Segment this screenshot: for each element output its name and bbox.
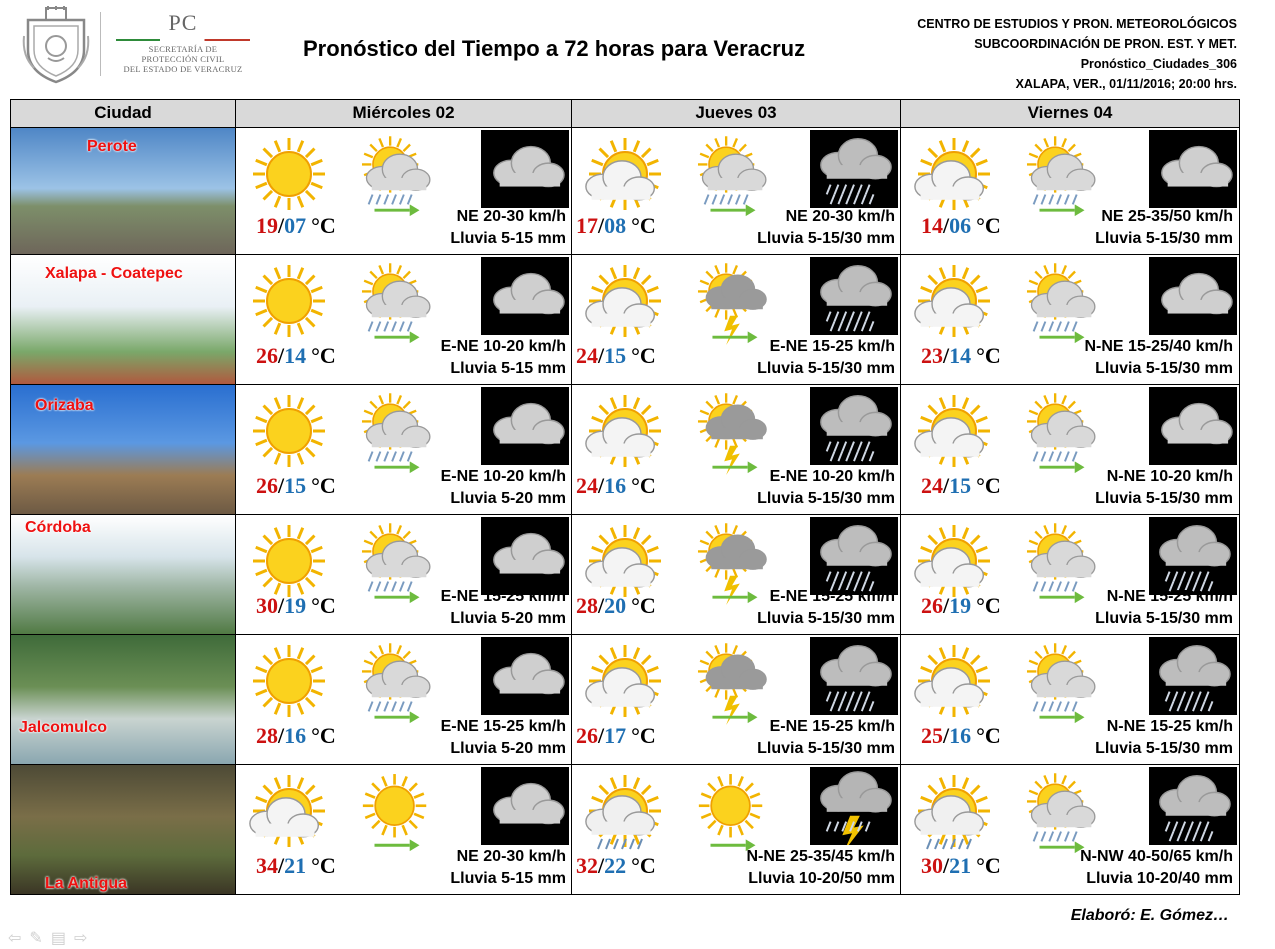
wind-forecast: E-NE 15-25 km/h (769, 718, 895, 735)
sun-storm-wind-icon (690, 637, 776, 727)
forecast-cell-miercoles (235, 765, 572, 895)
slide-nav-controls (8, 928, 87, 948)
temp-max: 26 (256, 343, 278, 368)
forecast-cell-jueves (571, 255, 901, 385)
temp-separator: / (278, 853, 285, 878)
forecast-table (10, 99, 1240, 895)
sun-rain-wind-icon (354, 130, 440, 220)
temp-separator: / (598, 213, 605, 238)
prev-arrow-icon[interactable]: ⇦ (8, 930, 22, 947)
sun-cloud-icon (909, 387, 1001, 477)
sun-storm-wind-icon (690, 517, 776, 607)
sun-icon (244, 637, 336, 727)
temp-max: 26 (921, 593, 943, 618)
temp-min: 21 (284, 853, 307, 878)
night-cloud-icon (481, 130, 569, 208)
night-panel (810, 637, 898, 715)
temp-separator: / (943, 853, 950, 878)
sun-rain-wind-icon (354, 387, 440, 477)
city-photo (11, 635, 236, 764)
night-rain-icon (1149, 517, 1237, 595)
rain-forecast: Lluvia 5-15/30 mm (1095, 360, 1233, 377)
temp-unit: °C (311, 213, 336, 238)
night-cloud-icon (1149, 130, 1237, 208)
temp-max: 24 (921, 473, 943, 498)
temp-unit: °C (631, 723, 656, 748)
temp-min: 19 (284, 593, 307, 618)
proteccion-civil-logo (108, 10, 258, 80)
temp-unit: °C (976, 343, 1001, 368)
sun-cloud-icon (580, 387, 672, 477)
wind-forecast: NE 20-30 km/h (785, 208, 895, 225)
temp-separator: / (598, 343, 605, 368)
city-name: Jalcomulco (19, 719, 108, 736)
temp-unit: °C (976, 723, 1001, 748)
table-row (10, 128, 1240, 255)
forecast-cell-jueves (571, 385, 901, 515)
logo-line-1: SECRETARÍA DE (148, 44, 218, 54)
next-arrow-icon[interactable]: ⇨ (73, 930, 88, 947)
wind-forecast: N-NE 10-20 km/h (1106, 468, 1233, 485)
temp-separator: / (943, 593, 950, 618)
forecast-cell-miercoles (235, 128, 572, 255)
temp-min: 16 (284, 723, 307, 748)
table-row (10, 255, 1240, 385)
temp-separator: / (278, 343, 285, 368)
sun-icon (244, 257, 336, 347)
night-panel (1149, 517, 1237, 595)
temperature (921, 473, 1001, 499)
temperature (921, 213, 1001, 239)
temp-unit: °C (631, 343, 656, 368)
rain-forecast: Lluvia 5-20 mm (450, 740, 566, 757)
temperature (256, 853, 336, 879)
temperature (256, 473, 336, 499)
temp-min: 20 (604, 593, 627, 618)
temperature (576, 593, 656, 619)
logo-tricolor-bar (116, 39, 250, 41)
temp-max: 28 (576, 593, 598, 618)
night-rain-icon (810, 257, 898, 335)
city-name: Xalapa - Coatepec (45, 265, 183, 282)
sun-cloud-icon (909, 130, 1001, 220)
night-cloud-icon (481, 637, 569, 715)
forecast-cell-miercoles (235, 385, 572, 515)
wind-forecast: N-NE 25-35/45 km/h (746, 848, 895, 865)
temp-unit: °C (976, 473, 1001, 498)
rain-forecast: Lluvia 5-20 mm (450, 490, 566, 507)
city-photo-cell (10, 385, 236, 515)
night-cloud-icon (1149, 257, 1237, 335)
sun-rain-wind-icon (1019, 637, 1105, 727)
sun-rain-wind-icon (354, 637, 440, 727)
temp-separator: / (278, 593, 285, 618)
temperature (256, 343, 336, 369)
logo-line-2: PROTECCIÓN CIVIL (141, 54, 225, 64)
city-name: Córdoba (25, 519, 91, 536)
temperature (576, 853, 656, 879)
pen-icon[interactable]: ✎ (29, 930, 43, 947)
rain-forecast: Lluvia 5-15/30 mm (757, 610, 895, 627)
city-photo-cell (10, 128, 236, 255)
issuing-center-info (917, 14, 1237, 94)
wind-forecast: NE 20-30 km/h (456, 208, 566, 225)
temp-min: 22 (604, 853, 627, 878)
sun-cloud-rain-icon (580, 767, 672, 857)
temp-separator: / (598, 723, 605, 748)
temp-unit: °C (976, 593, 1001, 618)
rain-forecast: Lluvia 5-15 mm (450, 870, 566, 887)
forecast-cell-miercoles (235, 515, 572, 635)
temp-min: 17 (604, 723, 627, 748)
veracruz-seal-logo (20, 6, 92, 84)
night-rain-icon (810, 130, 898, 208)
night-panel (481, 517, 569, 595)
forecast-cell-jueves (571, 128, 901, 255)
night-panel (1149, 637, 1237, 715)
issue-date: XALAPA, VER., 01/11/2016; 20:00 hrs. (1015, 77, 1237, 91)
temp-separator: / (943, 213, 950, 238)
night-panel (1149, 130, 1237, 208)
temp-unit: °C (631, 853, 656, 878)
temp-min: 15 (604, 343, 627, 368)
wind-forecast: N-NW 40-50/65 km/h (1080, 848, 1233, 865)
header-day-1: Miércoles 02 (235, 99, 572, 128)
logo-divider (100, 12, 101, 76)
forecast-cell-viernes (900, 765, 1240, 895)
table-row (10, 515, 1240, 635)
page-title: Pronóstico del Tiempo a 72 horas para Veracruz (303, 36, 806, 61)
center-name: CENTRO DE ESTUDIOS Y PRON. METEOROLÓGICOS (917, 17, 1237, 31)
night-panel (810, 517, 898, 595)
night-panel (810, 387, 898, 465)
sun-storm-wind-icon (690, 257, 776, 347)
sun-icon (244, 130, 336, 220)
temp-separator: / (278, 723, 285, 748)
rain-forecast: Lluvia 10-20/40 mm (1086, 870, 1233, 887)
temp-separator: / (943, 473, 950, 498)
temperature (921, 343, 1001, 369)
city-photo-cell (10, 255, 236, 385)
temp-separator: / (943, 723, 950, 748)
wind-forecast: E-NE 15-25 km/h (769, 338, 895, 355)
temperature (921, 723, 1001, 749)
city-photo-cell (10, 635, 236, 765)
night-panel (481, 637, 569, 715)
night-rain-icon (1149, 767, 1237, 845)
sun-rain-wind-icon (1019, 517, 1105, 607)
rain-forecast: Lluvia 5-15/30 mm (757, 740, 895, 757)
header-ciudad: Ciudad (10, 99, 236, 128)
temperature (576, 343, 656, 369)
forecast-cell-viernes (900, 385, 1240, 515)
header-day-2: Jueves 03 (571, 99, 901, 128)
temp-max: 26 (256, 473, 278, 498)
forecast-cell-jueves (571, 635, 901, 765)
night-panel (481, 767, 569, 845)
city-photo-cell (10, 515, 236, 635)
sun-cloud-icon (580, 130, 672, 220)
sun-rain-wind-icon (1019, 130, 1105, 220)
sun-rain-wind-icon (1019, 257, 1105, 347)
city-photo-cell (10, 765, 236, 895)
table-row (10, 635, 1240, 765)
night-cloud-icon (481, 387, 569, 465)
forecast-cell-jueves (571, 515, 901, 635)
temp-unit: °C (631, 593, 656, 618)
temp-min: 16 (949, 723, 972, 748)
city-name: Orizaba (35, 397, 94, 414)
temp-min: 16 (604, 473, 627, 498)
sun-rain-wind-icon (354, 257, 440, 347)
sun-cloud-icon (909, 257, 1001, 347)
city-name: Perote (87, 138, 137, 155)
temp-min: 07 (284, 213, 307, 238)
temp-max: 32 (576, 853, 598, 878)
menu-icon[interactable]: ▤ (50, 930, 66, 947)
wind-forecast: NE 25-35/50 km/h (1101, 208, 1233, 225)
table-row (10, 385, 1240, 515)
temp-min: 14 (284, 343, 307, 368)
sun-rain-wind-icon (354, 517, 440, 607)
temp-min: 14 (949, 343, 972, 368)
forecast-cell-viernes (900, 515, 1240, 635)
forecast-id: Pronóstico_Ciudades_306 (1080, 57, 1237, 71)
temperature (921, 593, 1001, 619)
temperature (576, 213, 656, 239)
temp-max: 26 (576, 723, 598, 748)
author-credit: Elaboró: E. Gómez… (1070, 907, 1229, 924)
sun-cloud-icon (580, 637, 672, 727)
temp-max: 24 (576, 343, 598, 368)
night-panel (1149, 387, 1237, 465)
night-cloud-icon (1149, 387, 1237, 465)
night-rain-icon (810, 387, 898, 465)
forecast-cell-miercoles (235, 255, 572, 385)
header-day-3: Viernes 04 (900, 99, 1240, 128)
rain-forecast: Lluvia 5-15/30 mm (1095, 740, 1233, 757)
temp-unit: °C (311, 593, 336, 618)
temp-max: 23 (921, 343, 943, 368)
wind-forecast: N-NE 15-25 km/h (1106, 718, 1233, 735)
temp-min: 15 (949, 473, 972, 498)
forecast-cell-viernes (900, 635, 1240, 765)
night-panel (1149, 257, 1237, 335)
rain-forecast: Lluvia 5-15/30 mm (1095, 230, 1233, 247)
temp-separator: / (278, 213, 285, 238)
night-panel (810, 257, 898, 335)
night-panel (481, 387, 569, 465)
rain-forecast: Lluvia 5-15/30 mm (1095, 490, 1233, 507)
night-panel (481, 130, 569, 208)
temperature (921, 853, 1001, 879)
temp-max: 17 (576, 213, 598, 238)
temp-unit: °C (311, 473, 336, 498)
temperature (256, 723, 336, 749)
sun-cloud-rain-icon (909, 767, 1001, 857)
wind-forecast: E-NE 15-25 km/h (769, 588, 895, 605)
night-panel (810, 767, 898, 845)
wind-forecast: E-NE 15-25 km/h (440, 588, 566, 605)
temp-max: 14 (921, 213, 943, 238)
sun-rain-wind-icon (1019, 387, 1105, 477)
temperature (256, 213, 336, 239)
temp-min: 06 (949, 213, 972, 238)
sun-cloud-icon (909, 637, 1001, 727)
wind-forecast: N-NE 15-25/40 km/h (1084, 338, 1233, 355)
rain-forecast: Lluvia 5-15/30 mm (757, 360, 895, 377)
rain-forecast: Lluvia 5-15 mm (450, 230, 566, 247)
temp-separator: / (598, 473, 605, 498)
sun-wind-icon (354, 767, 440, 857)
temp-unit: °C (976, 853, 1001, 878)
sun-icon (244, 387, 336, 477)
night-panel (810, 130, 898, 208)
sun-rain-wind-icon (1019, 767, 1105, 857)
night-rain-icon (810, 637, 898, 715)
wind-forecast: E-NE 15-25 km/h (440, 718, 566, 735)
temp-max: 30 (256, 593, 278, 618)
wind-forecast: E-NE 10-20 km/h (769, 468, 895, 485)
rain-forecast: Lluvia 10-20/50 mm (748, 870, 895, 887)
temp-max: 30 (921, 853, 943, 878)
logo-pc-text: PC (168, 10, 198, 35)
temp-separator: / (598, 853, 605, 878)
night-cloud-icon (481, 517, 569, 595)
night-rain-icon (810, 517, 898, 595)
temp-unit: °C (631, 213, 656, 238)
temperature (576, 723, 656, 749)
sun-storm-wind-icon (690, 387, 776, 477)
wind-forecast: NE 20-30 km/h (456, 848, 566, 865)
city-name: La Antigua (45, 875, 128, 892)
temp-unit: °C (631, 473, 656, 498)
forecast-cell-viernes (900, 255, 1240, 385)
rain-forecast: Lluvia 5-20 mm (450, 610, 566, 627)
temperature (256, 593, 336, 619)
temp-min: 15 (284, 473, 307, 498)
wind-forecast: E-NE 10-20 km/h (440, 338, 566, 355)
night-rain-icon (1149, 637, 1237, 715)
temperature (576, 473, 656, 499)
rain-forecast: Lluvia 5-15/30 mm (757, 230, 895, 247)
temp-unit: °C (976, 213, 1001, 238)
table-row (10, 765, 1240, 895)
night-cloud-icon (481, 257, 569, 335)
forecast-cell-viernes (900, 128, 1240, 255)
night-panel (481, 257, 569, 335)
temp-separator: / (943, 343, 950, 368)
wind-forecast: N-NE 15-25 km/h (1106, 588, 1233, 605)
temp-separator: / (598, 593, 605, 618)
night-storm-icon (810, 767, 898, 845)
night-cloud-icon (481, 767, 569, 845)
rain-forecast: Lluvia 5-15/30 mm (757, 490, 895, 507)
temp-max: 34 (256, 853, 278, 878)
temp-max: 24 (576, 473, 598, 498)
temp-unit: °C (311, 853, 336, 878)
temp-min: 08 (604, 213, 627, 238)
temp-min: 21 (949, 853, 972, 878)
temp-min: 19 (949, 593, 972, 618)
subcoordination: SUBCOORDINACIÓN DE PRON. EST. Y MET. (974, 37, 1237, 51)
temp-unit: °C (311, 343, 336, 368)
forecast-cell-miercoles (235, 635, 572, 765)
night-panel (1149, 767, 1237, 845)
temp-separator: / (278, 473, 285, 498)
sun-wind-icon (690, 767, 776, 857)
temp-max: 28 (256, 723, 278, 748)
forecast-cell-jueves (571, 765, 901, 895)
temp-max: 19 (256, 213, 278, 238)
rain-forecast: Lluvia 5-15 mm (450, 360, 566, 377)
temp-max: 25 (921, 723, 943, 748)
wind-forecast: E-NE 10-20 km/h (440, 468, 566, 485)
sun-cloud-icon (244, 767, 336, 857)
logo-line-3: DEL ESTADO DE VERACRUZ (123, 64, 243, 74)
sun-cloud-icon (580, 257, 672, 347)
rain-forecast: Lluvia 5-15/30 mm (1095, 610, 1233, 627)
temp-unit: °C (311, 723, 336, 748)
sun-rain-wind-icon (690, 130, 776, 220)
